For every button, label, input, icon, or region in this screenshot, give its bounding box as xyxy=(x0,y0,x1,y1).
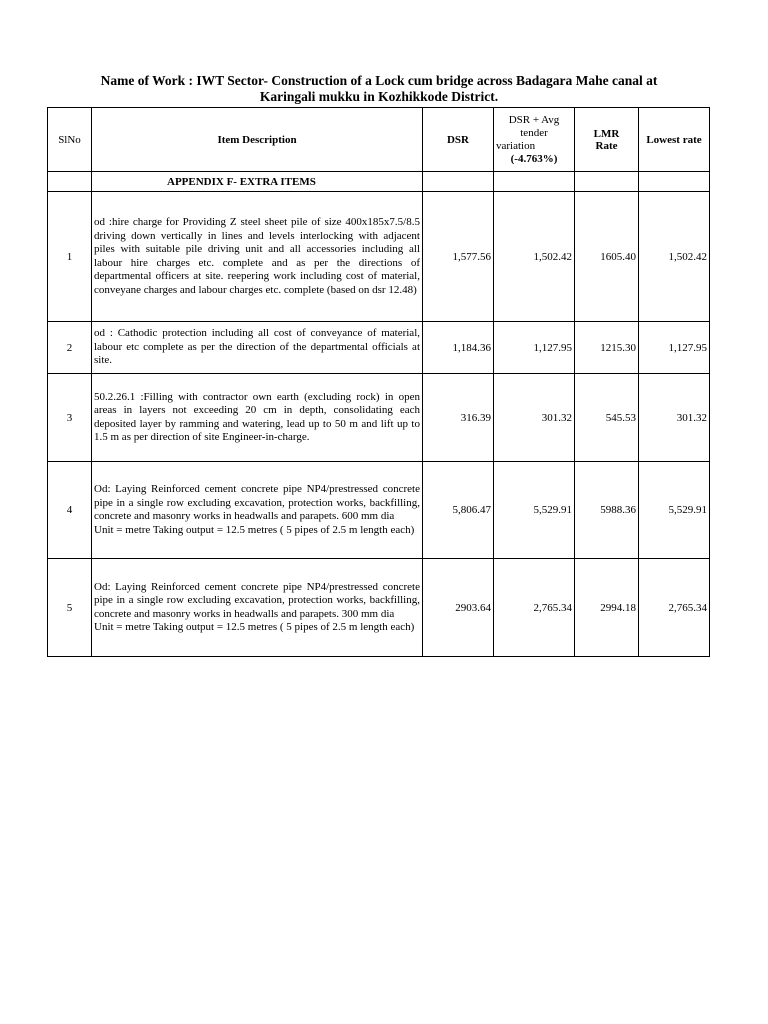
cell-dsr: 1,184.36 xyxy=(423,322,494,374)
work-title xyxy=(40,73,718,105)
header-avg-line-1: DSR + Avg xyxy=(508,113,560,126)
cell-description xyxy=(92,559,423,657)
header-slno: SlNo xyxy=(48,108,92,172)
header-lmr-rate xyxy=(575,108,639,172)
cell-lowest-rate: 1,127.95 xyxy=(639,322,710,374)
cell-lmr-rate: 545.53 xyxy=(575,374,639,462)
header-item-description: Item Description xyxy=(92,108,423,172)
table-row xyxy=(48,559,710,657)
description-line: Od: Laying Reinforced cement concrete pipe NP4/prestressed concrete pipe in a single row excluding excavation, protection works, backfilling, concrete and masonry works in headwalls and parapets. 300 mm dia xyxy=(94,580,420,620)
cell-dsr-avg: 301.32 xyxy=(494,374,575,462)
cell-description xyxy=(92,322,423,374)
header-lmr-line-2: Rate xyxy=(595,139,618,152)
cell-lmr-rate: 5988.36 xyxy=(575,462,639,559)
header-avg-percent: (-4.763%) xyxy=(510,152,558,165)
description-line: od : Cathodic protection including all cost of conveyance of material, labour etc complete as per the direction of the departmental officials at site. xyxy=(94,327,420,367)
cell-dsr: 1,577.56 xyxy=(423,192,494,322)
cell-slno: 1 xyxy=(48,192,92,322)
cell-dsr-avg: 1,502.42 xyxy=(494,192,575,322)
cell-description xyxy=(92,192,423,322)
cell-dsr-avg: 5,529.91 xyxy=(494,462,575,559)
cell-lowest-rate: 5,529.91 xyxy=(639,462,710,559)
cell-slno: 3 xyxy=(48,374,92,462)
header-row xyxy=(48,108,710,172)
cell-dsr-avg: 2,765.34 xyxy=(494,559,575,657)
description-line: 50.2.26.1 :Filling with contractor own earth (excluding rock) in open areas in layers not exceeding 20 cm in depth, consolidating each deposited layer by ramming and watering, lead up to 50 m and lift up to 1.5 m as per direction of site Engineer-in-charge. xyxy=(94,390,420,443)
rates-table xyxy=(47,107,710,657)
table-row xyxy=(48,192,710,322)
cell-description xyxy=(92,374,423,462)
header-avg-line-2: tender xyxy=(520,126,548,139)
header-dsr: DSR xyxy=(423,108,494,172)
cell-lowest-rate: 301.32 xyxy=(639,374,710,462)
header-lmr-line-1: LMR xyxy=(593,127,620,140)
description-line: Unit = metre Taking output = 12.5 metres ( 5 pipes of 2.5 m length each) xyxy=(94,621,415,633)
table-row xyxy=(48,374,710,462)
cell-lowest-rate: 1,502.42 xyxy=(639,192,710,322)
header-lowest-rate: Lowest rate xyxy=(639,108,710,172)
cell-lowest-rate: 2,765.34 xyxy=(639,559,710,657)
cell-description xyxy=(92,462,423,559)
cell-lmr-rate: 2994.18 xyxy=(575,559,639,657)
cell-lmr-rate: 1215.30 xyxy=(575,322,639,374)
section-heading: APPENDIX F- EXTRA ITEMS xyxy=(92,172,423,192)
description-line: Od: Laying Reinforced cement concrete pipe NP4/prestressed concrete pipe in a single row excluding excavation, protection works, backfilling, concrete and masonry works in headwalls and parapets. 600 mm dia xyxy=(94,483,420,522)
table-row xyxy=(48,462,710,559)
cell-dsr: 316.39 xyxy=(423,374,494,462)
cell-lmr-rate: 1605.40 xyxy=(575,192,639,322)
header-avg-line-3: variation xyxy=(496,139,536,152)
cell-slno: 5 xyxy=(48,559,92,657)
work-title-line-1: Name of Work : IWT Sector- Construction of a Lock cum bridge across Badagara Mahe canal at xyxy=(100,73,658,88)
cell-slno: 4 xyxy=(48,462,92,559)
description-line: od :hire charge for Providing Z steel sheet pile of size 400x185x7.5/8.5 driving down vertically in lines and levels interlocking with adjacent piles with suitable pile driving unit and all accessories including all labour hire charges etc. complete and as per the directions of departmental officers at site. reepering work including cost of material, conveyane charges and labour charges etc. complete (based on dsr 12.48) xyxy=(94,216,420,296)
table-row xyxy=(48,322,710,374)
cell-slno: 2 xyxy=(48,322,92,374)
cell-dsr: 2903.64 xyxy=(423,559,494,657)
description-line: Unit = metre Taking output = 12.5 metres ( 5 pipes of 2.5 m length each) xyxy=(94,523,415,536)
cell-dsr-avg: 1,127.95 xyxy=(494,322,575,374)
section-row xyxy=(48,172,710,192)
header-dsr-avg-variation xyxy=(494,108,575,172)
work-title-line-2: Karingali mukku in Kozhikkode District. xyxy=(259,89,499,104)
cell-dsr: 5,806.47 xyxy=(423,462,494,559)
